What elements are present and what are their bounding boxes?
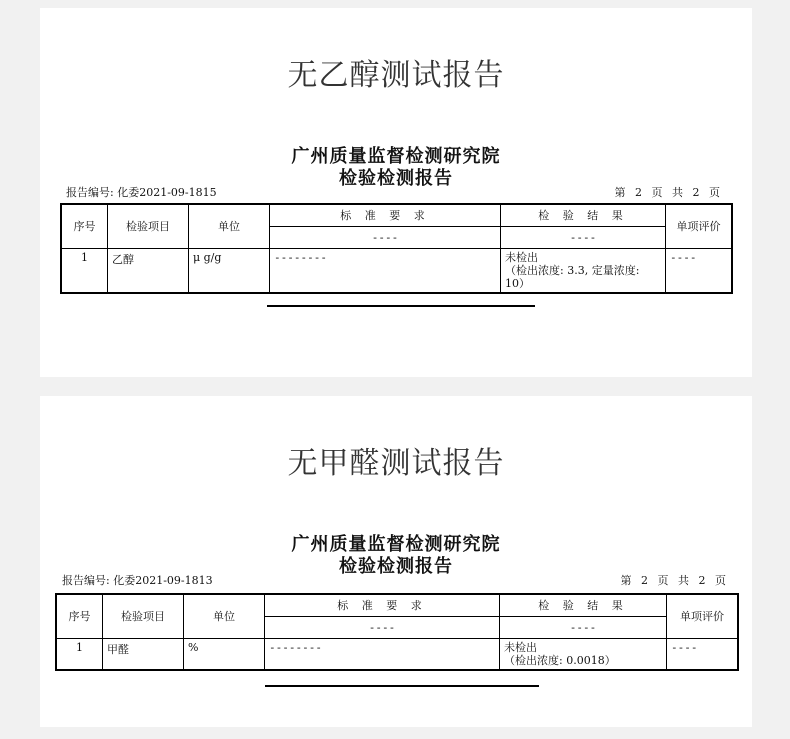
cell-evaluation: ----	[667, 638, 739, 670]
result-line-3: 10）	[505, 276, 530, 290]
cell-result	[500, 638, 667, 670]
header-standard: 标 准 要 求	[270, 204, 501, 226]
institution-name: 广州质量监督检测研究院	[291, 534, 501, 555]
cell-standard: --------	[265, 638, 500, 670]
end-rule	[267, 305, 535, 307]
header-evaluation: 单项评价	[667, 594, 739, 638]
report-card-ethanol	[40, 8, 752, 377]
card-title: 无甲醛测试报告	[287, 446, 505, 481]
cell-standard: --------	[270, 248, 501, 293]
cell-seq: 1	[56, 638, 103, 670]
results-table	[55, 593, 739, 671]
institution-name: 广州质量监督检测研究院	[291, 146, 501, 167]
cell-item: 甲醛	[103, 638, 184, 670]
header-item: 检验项目	[103, 594, 184, 638]
page-info: 第 2 页 共 2 页	[614, 186, 720, 199]
result-line-1: 未检出	[504, 640, 537, 654]
result-line-1: 未检出	[505, 250, 538, 264]
subheader-standard: ----	[270, 226, 501, 248]
cell-result	[501, 248, 666, 293]
header-unit: 单位	[184, 594, 265, 638]
header-seq: 序号	[61, 204, 108, 248]
header-standard: 标 准 要 求	[265, 594, 500, 616]
subheader-result: ----	[500, 616, 667, 638]
cell-item: 乙醇	[108, 248, 189, 293]
report-number: 报告编号: 化委2021-09-1815	[66, 186, 217, 199]
result-line-2: （检出浓度: 3.3, 定量浓度:	[505, 263, 640, 277]
end-rule	[265, 685, 539, 687]
cell-unit: %	[184, 638, 265, 670]
header-item: 检验项目	[108, 204, 189, 248]
cell-seq: 1	[61, 248, 108, 293]
report-title: 检验检测报告	[339, 556, 453, 577]
subheader-result: ----	[501, 226, 666, 248]
header-seq: 序号	[56, 594, 103, 638]
header-result: 检 验 结 果	[501, 204, 666, 226]
cell-unit: μ g/g	[189, 248, 270, 293]
report-number: 报告编号: 化委2021-09-1813	[62, 574, 213, 587]
report-title: 检验检测报告	[339, 168, 453, 189]
results-table	[60, 203, 733, 294]
header-evaluation: 单项评价	[666, 204, 733, 248]
report-card-formaldehyde	[40, 396, 752, 727]
header-result: 检 验 结 果	[500, 594, 667, 616]
result-line-2: （检出浓度: 0.0018）	[504, 653, 616, 667]
cell-evaluation: ----	[666, 248, 733, 293]
card-title: 无乙醇测试报告	[287, 58, 505, 93]
subheader-standard: ----	[265, 616, 500, 638]
header-unit: 单位	[189, 204, 270, 248]
page-info: 第 2 页 共 2 页	[620, 574, 726, 587]
